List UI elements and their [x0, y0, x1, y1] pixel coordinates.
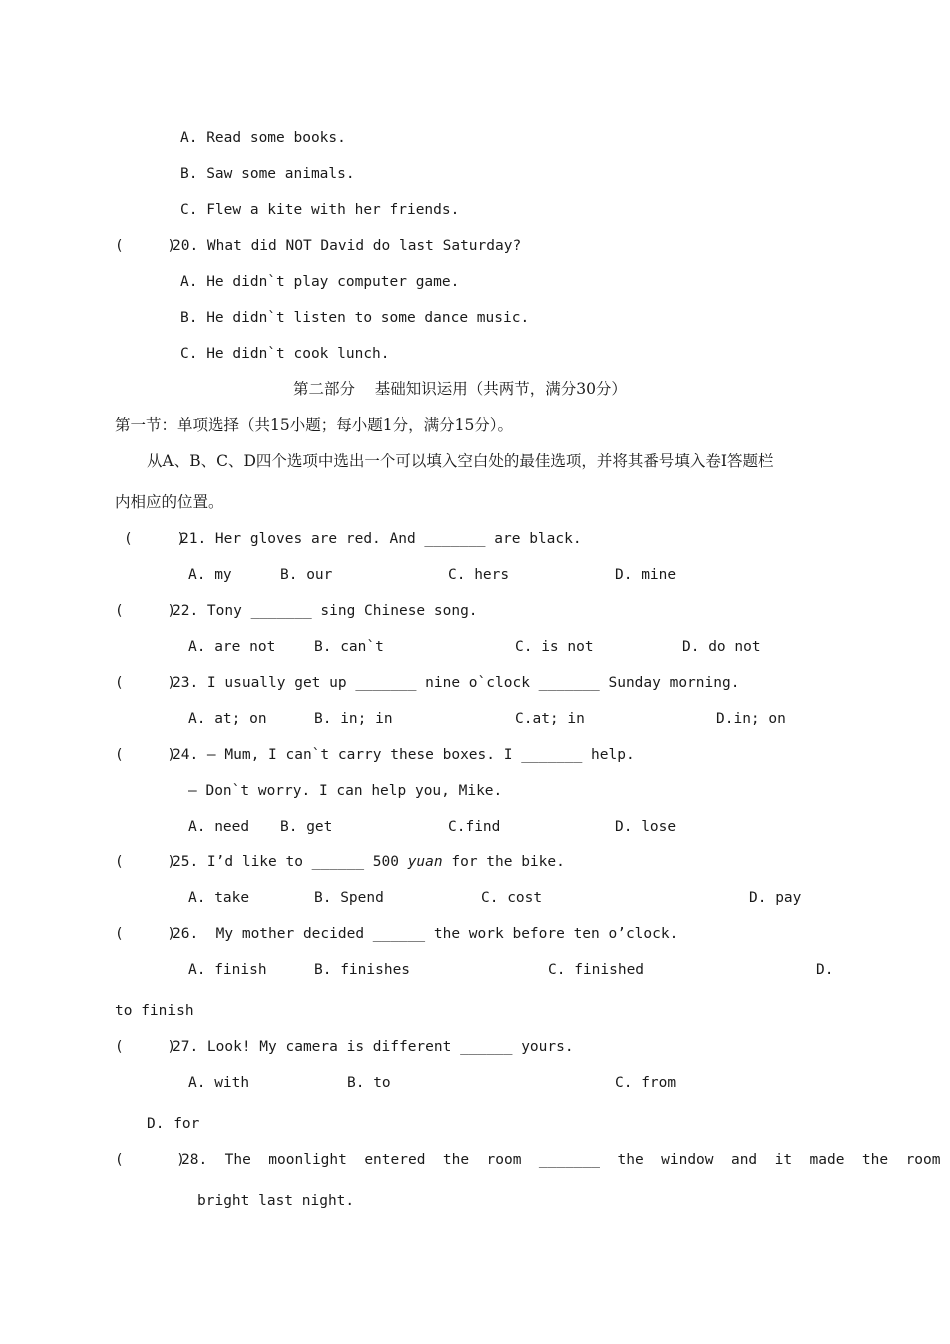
- q25-option-c: C. cost: [481, 890, 543, 906]
- q25-option-d: D. pay: [749, 890, 802, 906]
- q26-answer-paren: ( ): [115, 926, 177, 942]
- q26-option-a: A. finish: [188, 962, 267, 978]
- q22-stem: 22. Tony _______ sing Chinese song.: [172, 603, 478, 619]
- q19-option-b: B. Saw some animals.: [180, 166, 355, 182]
- q21-option-a: A. my: [188, 567, 232, 583]
- q23-option-b: B. in; in: [314, 711, 393, 727]
- q28-stem: 28. The moonlight entered the room _______ the window and it made the room: [181, 1152, 941, 1168]
- q24-option-d: D. lose: [615, 819, 677, 835]
- q22-option-b: B. can`t: [314, 639, 384, 655]
- q24-option-c: C.find: [448, 819, 501, 835]
- q25-stem-post: for the bike.: [442, 854, 565, 870]
- q26-option-b: B. finishes: [314, 962, 411, 978]
- q23-option-a: A. at; on: [188, 711, 267, 727]
- q23-option-c: C.at; in: [515, 711, 585, 727]
- q25-stem-yuan: yuan: [407, 854, 443, 870]
- q24-reply: — Don`t worry. I can help you, Mike.: [188, 783, 503, 799]
- part2-title: 第二部分 基础知识运用（共两节，满分30分）: [293, 380, 627, 398]
- q20-answer-paren: ( ): [115, 238, 177, 254]
- instructions-line1: 从A、B、C、D四个选项中选出一个可以填入空白处的最佳选项，并将其番号填入卷Ⅰ答题栏: [147, 452, 774, 470]
- q25-answer-paren: ( ): [115, 854, 177, 870]
- q21-stem: 21. Her gloves are red. And _______ are black.: [180, 531, 582, 547]
- q25-stem-pre: 25. I’d like to ______ 500: [172, 854, 408, 870]
- q25-option-b: B. Spend: [314, 890, 384, 906]
- q23-answer-paren: ( ): [115, 675, 177, 691]
- q21-answer-paren: ( ): [124, 531, 186, 547]
- q20-option-a: A. He didn`t play computer game.: [180, 274, 460, 290]
- q21-option-d: D. mine: [615, 567, 677, 583]
- q22-option-a: A. are not: [188, 639, 276, 655]
- q24-stem: 24. — Mum, I can`t carry these boxes. I _______ help.: [172, 747, 635, 763]
- q25-stem: [172, 852, 565, 872]
- q21-option-b: B. our: [280, 567, 333, 583]
- q22-option-c: C. is not: [515, 639, 594, 655]
- q27-option-b: B. to: [347, 1075, 391, 1091]
- q20-stem: 20. What did NOT David do last Saturday?: [172, 238, 522, 254]
- q27-option-d: D. for: [147, 1116, 200, 1132]
- q27-option-a: A. with: [188, 1075, 250, 1091]
- q23-option-d: D.in; on: [716, 711, 786, 727]
- q22-answer-paren: ( ): [115, 603, 177, 619]
- q20-option-c: C. He didn`t cook lunch.: [180, 346, 390, 362]
- q24-option-a: A. need: [188, 819, 250, 835]
- q28-stem-continued: bright last night.: [197, 1193, 355, 1209]
- q19-option-a: A. Read some books.: [180, 130, 346, 146]
- q19-option-c: C. Flew a kite with her friends.: [180, 202, 460, 218]
- q28-answer-paren: ( ): [115, 1152, 185, 1168]
- q25-option-a: A. take: [188, 890, 250, 906]
- q26-option-d-text: to finish: [115, 1003, 194, 1019]
- q26-option-d-label: D.: [816, 962, 834, 978]
- q23-stem: 23. I usually get up _______ nine o`clock _______ Sunday morning.: [172, 675, 740, 691]
- q26-option-c: C. finished: [548, 962, 645, 978]
- instructions-line2: 内相应的位置。: [115, 493, 224, 511]
- q27-option-c: C. from: [615, 1075, 677, 1091]
- q22-option-d: D. do not: [682, 639, 761, 655]
- q20-option-b: B. He didn`t listen to some dance music.: [180, 310, 530, 326]
- q24-answer-paren: ( ): [115, 747, 177, 763]
- q27-answer-paren: ( ): [115, 1039, 177, 1055]
- section1-title: 第一节：单项选择（共15小题；每小题1分，满分15分）。: [115, 416, 514, 434]
- q26-stem: 26. My mother decided ______ the work before ten o’clock.: [172, 926, 679, 942]
- q24-option-b: B. get: [280, 819, 333, 835]
- q27-stem: 27. Look! My camera is different ______ yours.: [172, 1039, 574, 1055]
- q21-option-c: C. hers: [448, 567, 510, 583]
